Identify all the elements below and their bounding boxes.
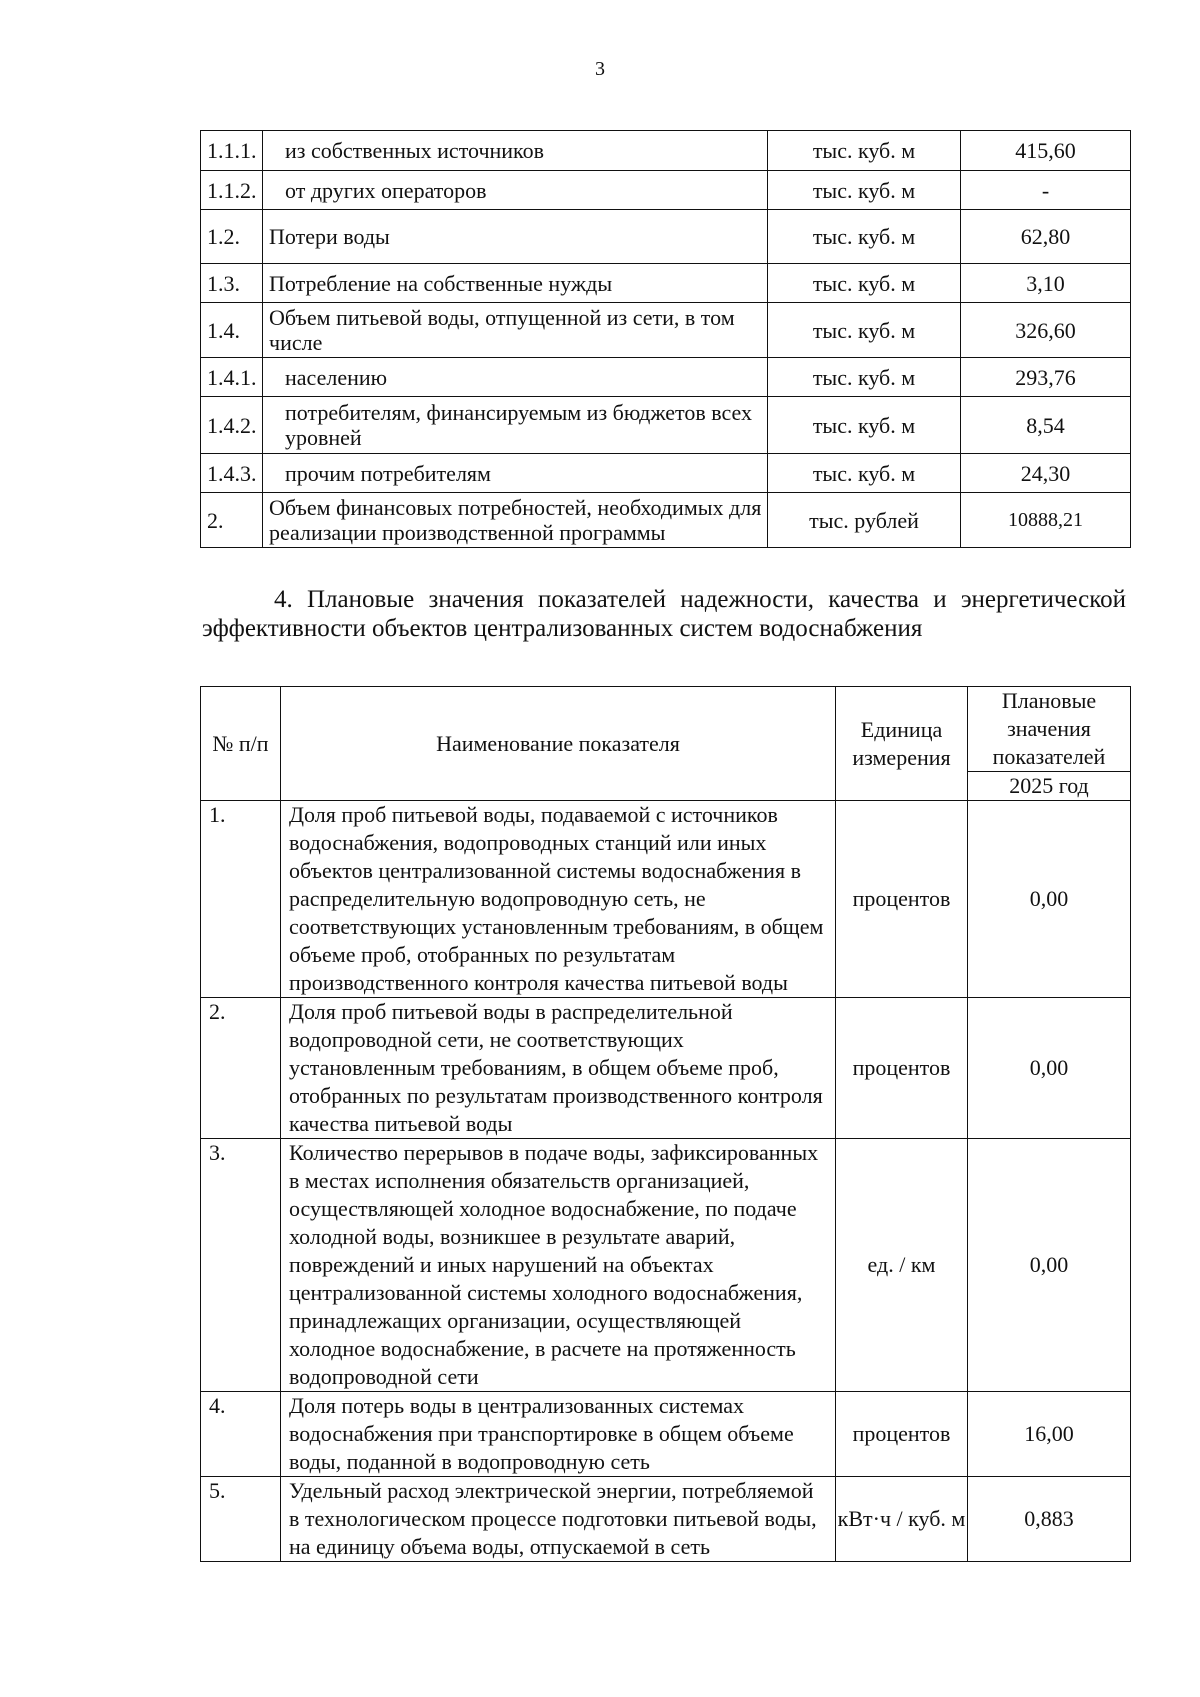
row-name: прочим потребителям bbox=[263, 454, 768, 493]
table-row bbox=[201, 358, 1131, 397]
row-number: 1.4.1. bbox=[201, 358, 263, 397]
row-unit: тыс. куб. м bbox=[768, 303, 961, 358]
row-name: Объем питьевой воды, отпущенной из сети, в том числе bbox=[263, 303, 768, 358]
row-number: 1.4. bbox=[201, 303, 263, 358]
indicator-unit: ед. / км bbox=[836, 1139, 968, 1392]
indicator-value: 0,00 bbox=[968, 998, 1131, 1139]
production-volume-table bbox=[200, 130, 1131, 548]
row-name: Объем финансовых потребностей, необходимых для реализации производственной программы bbox=[263, 493, 768, 548]
indicator-value: 0,00 bbox=[968, 1139, 1131, 1392]
section-heading: 4. Плановые значения показателей надежности, качества и энергетической эффективности объектов централизованных систем водоснабжения bbox=[202, 586, 1126, 642]
row-unit: тыс. куб. м bbox=[768, 131, 961, 171]
indicator-unit: кВт·ч / куб. м bbox=[836, 1477, 968, 1562]
indicator-name: Количество перерывов в подаче воды, зафиксированных в местах исполнения обязательств организацией, осуществляющей холодное водоснабжение, по подаче холодной воды, возникшее в результате аварий, повреждений и иных нарушений на объектах централизованной системы холодного водоснабжения, принадлежащих организации, осуществляющей холодное водоснабжение, в расчете на протяженность водопроводной сети bbox=[281, 1139, 836, 1392]
row-value: 326,60 bbox=[961, 303, 1131, 358]
indicator-number: 3. bbox=[201, 1139, 281, 1392]
row-name: Потери воды bbox=[263, 210, 768, 264]
row-number: 1.1.1. bbox=[201, 131, 263, 171]
row-value: 293,76 bbox=[961, 358, 1131, 397]
table-row bbox=[201, 1139, 1131, 1392]
row-number: 2. bbox=[201, 493, 263, 548]
row-value: 3,10 bbox=[961, 264, 1131, 303]
indicator-number: 5. bbox=[201, 1477, 281, 1562]
header-planned-values: Плановые значения показателей bbox=[968, 687, 1131, 772]
row-unit: тыс. рублей bbox=[768, 493, 961, 548]
row-unit: тыс. куб. м bbox=[768, 210, 961, 264]
row-number: 1.2. bbox=[201, 210, 263, 264]
indicators-table bbox=[200, 686, 1131, 1562]
row-number: 1.4.2. bbox=[201, 397, 263, 454]
row-name: от других операторов bbox=[263, 171, 768, 210]
row-number: 1.3. bbox=[201, 264, 263, 303]
row-number: 1.4.3. bbox=[201, 454, 263, 493]
table-row bbox=[201, 264, 1131, 303]
header-year: 2025 год bbox=[968, 772, 1131, 801]
indicator-name: Удельный расход электрической энергии, потребляемой в технологическом процессе подготовки питьевой воды, на единицу объема воды, отпускаемой в сеть bbox=[281, 1477, 836, 1562]
row-name: из собственных источников bbox=[263, 131, 768, 171]
row-name: населению bbox=[263, 358, 768, 397]
indicator-name: Доля проб питьевой воды в распределительной водопроводной сети, не соответствующих установленным требованиям, в общем объеме проб, отобранных по результатам производственного контроля качества питьевой воды bbox=[281, 998, 836, 1139]
table-row bbox=[201, 397, 1131, 454]
row-value: 24,30 bbox=[961, 454, 1131, 493]
table-row bbox=[201, 454, 1131, 493]
indicator-unit: процентов bbox=[836, 1392, 968, 1477]
row-name: Потребление на собственные нужды bbox=[263, 264, 768, 303]
row-unit: тыс. куб. м bbox=[768, 358, 961, 397]
indicator-unit: процентов bbox=[836, 801, 968, 998]
table-row bbox=[201, 801, 1131, 998]
indicator-number: 2. bbox=[201, 998, 281, 1139]
indicator-number: 1. bbox=[201, 801, 281, 998]
table-row bbox=[201, 1477, 1131, 1562]
table-row bbox=[201, 493, 1131, 548]
page-number: 3 bbox=[595, 58, 605, 80]
indicator-name: Доля потерь воды в централизованных системах водоснабжения при транспортировке в общем объеме воды, поданной в водопроводную сеть bbox=[281, 1392, 836, 1477]
indicator-name: Доля проб питьевой воды, подаваемой с источников водоснабжения, водопроводных станций или иных объектов централизованной системы водоснабжения в распределительную водопроводную сеть, не соответствующих установленным требованиям, в общем объеме проб, отобранных по результатам производственного контроля качества питьевой воды bbox=[281, 801, 836, 998]
row-unit: тыс. куб. м bbox=[768, 454, 961, 493]
row-unit: тыс. куб. м bbox=[768, 397, 961, 454]
table-row bbox=[201, 210, 1131, 264]
table-row bbox=[201, 303, 1131, 358]
row-unit: тыс. куб. м bbox=[768, 264, 961, 303]
table-row bbox=[201, 131, 1131, 171]
row-number: 1.1.2. bbox=[201, 171, 263, 210]
table-row bbox=[201, 1392, 1131, 1477]
indicator-unit: процентов bbox=[836, 998, 968, 1139]
indicator-value: 0,883 bbox=[968, 1477, 1131, 1562]
indicator-number: 4. bbox=[201, 1392, 281, 1477]
header-indicator-name: Наименование показателя bbox=[281, 687, 836, 801]
header-unit: Единица измерения bbox=[836, 687, 968, 801]
table-row bbox=[201, 998, 1131, 1139]
indicator-value: 16,00 bbox=[968, 1392, 1131, 1477]
row-unit: тыс. куб. м bbox=[768, 171, 961, 210]
table-row bbox=[201, 171, 1131, 210]
row-value: 62,80 bbox=[961, 210, 1131, 264]
row-value: 10888,21 bbox=[961, 493, 1131, 548]
header-num: № п/п bbox=[201, 687, 281, 801]
row-value: - bbox=[961, 171, 1131, 210]
indicator-value: 0,00 bbox=[968, 801, 1131, 998]
row-value: 415,60 bbox=[961, 131, 1131, 171]
row-name: потребителям, финансируемым из бюджетов всех уровней bbox=[263, 397, 768, 454]
row-value: 8,54 bbox=[961, 397, 1131, 454]
